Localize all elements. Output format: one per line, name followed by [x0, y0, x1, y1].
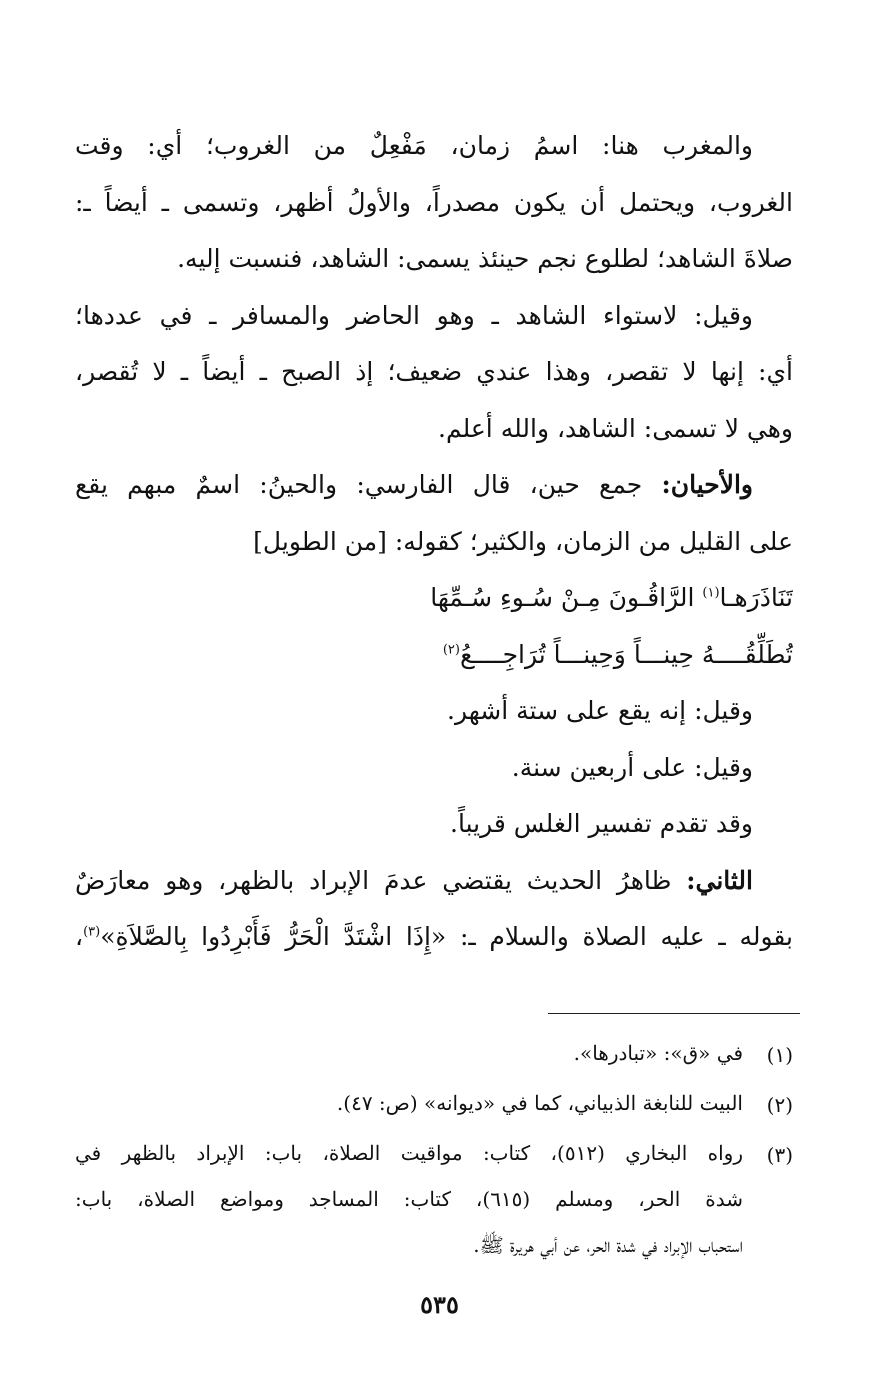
text-segment: الغروب، ويحتمل أن يكون مصدراً، والأولُ أظهر، وتسمى ـ أيضاً ـ:: [75, 187, 793, 217]
text-segment: وقيل: إنه يقع على ستة أشهر.: [447, 696, 753, 725]
text-segment: جمع حين، قال الفارسي: والحينُ: اسمٌ مبهم يقع: [75, 470, 662, 499]
text-segment: والمغرب هنا: اسمُ زمان، مَفْعِلٌ من الغروب؛ أي: وقت: [75, 131, 753, 160]
footnote: [75, 1030, 793, 1080]
footnote-divider: [548, 1013, 800, 1014]
footnote-text: [75, 1080, 743, 1130]
body-text: [75, 118, 793, 966]
footnote-ref: (٢): [442, 642, 460, 658]
text-segment: وهي لا تسمى: الشاهد، والله أعلم.: [438, 413, 793, 443]
footnote-line: استحباب الإبراد في شدة الحر، عن أبي هريرة ﷺ.: [473, 1233, 743, 1257]
footnote-line: شدة الحر، ومسلم (٦١٥)، كتاب: المساجد ومواضع الصلاة، باب:: [75, 1187, 743, 1211]
footnote: [75, 1130, 793, 1268]
footnotes: [75, 1030, 793, 1268]
footnote-text: [75, 1130, 743, 1268]
footnote-ref: (٣): [83, 924, 101, 940]
text-segment: الرَّاقُـونَ مِـنْ سُـوءِ سُـمِّهَا: [430, 583, 703, 612]
text-line: [75, 175, 793, 232]
text-segment: صلاةَ الشاهد؛ لطلوع نجم حينئذ يسمى: الشاهد، فنسبت إليه.: [177, 244, 793, 273]
text-line: [75, 740, 793, 797]
verse-line: [75, 627, 793, 684]
text-segment: ،: [75, 922, 84, 951]
text-line: [75, 514, 793, 571]
page-number: ٥٣٥: [420, 1290, 459, 1319]
text-segment: أي: إنها لا تقصر، وهذا عندي ضعيف؛ إذ الصبح ـ أيضاً ـ لا تُقصر،: [75, 357, 793, 386]
text-segment: ظاهرُ الحديث يقتضي عدمَ الإبراد بالظهر، وهو معارَضٌ: [75, 865, 687, 895]
text-line: [75, 401, 793, 458]
text-line: [75, 118, 793, 175]
text-line: [75, 853, 793, 910]
footnote: [75, 1080, 793, 1130]
text-line: [75, 288, 793, 345]
footnote-line: في «ق»: «تبادرها».: [573, 1041, 743, 1065]
text-segment: وقيل: لاستواء الشاهد ـ وهو الحاضر والمسافر ـ في عددها؛: [75, 300, 754, 330]
footnote-line: البيت للنابغة الذبياني، كما في «ديوانه» (ص: ٤٧).: [336, 1091, 743, 1115]
text-line: [75, 796, 793, 853]
footnote-number: (٢): [766, 1093, 793, 1117]
text-line: [75, 909, 793, 966]
footnote-number: (٣): [766, 1143, 793, 1167]
text-segment: وقد تقدم تفسير الغلس قريباً.: [450, 809, 753, 838]
text-line: [75, 231, 793, 288]
bold-term: الثاني:: [686, 865, 753, 895]
text-segment: على القليل من الزمان، والكثير؛ كقوله: [من الطويل]: [253, 526, 793, 556]
text-segment: وقيل: على أربعين سنة.: [511, 752, 753, 782]
text-segment: تَنَاذَرَهـا: [719, 583, 793, 612]
footnote-ref: (١): [702, 585, 720, 601]
verse-line: [75, 570, 793, 627]
text-line: [75, 457, 793, 514]
footnote-line: رواه البخاري (٥١٢)، كتاب: مواقيت الصلاة، باب: الإبراد بالظهر في: [75, 1141, 743, 1165]
bold-term: والأحيان:: [661, 470, 753, 499]
text-segment: بقوله ـ عليه الصلاة والسلام ـ: «إِذَا اشْتَدَّ الْحَرُّ فَأَبْرِدُوا بِالصَّلاَةِ»: [100, 922, 793, 951]
text-line: [75, 344, 793, 401]
footnote-text: [75, 1030, 743, 1080]
text-segment: تُطَلِّقُــــهُ حِينـــاً وَحِينـــاً تُرَاجِــــعُ: [459, 639, 793, 669]
text-line: [75, 683, 793, 740]
footnote-number: (١): [766, 1043, 793, 1067]
